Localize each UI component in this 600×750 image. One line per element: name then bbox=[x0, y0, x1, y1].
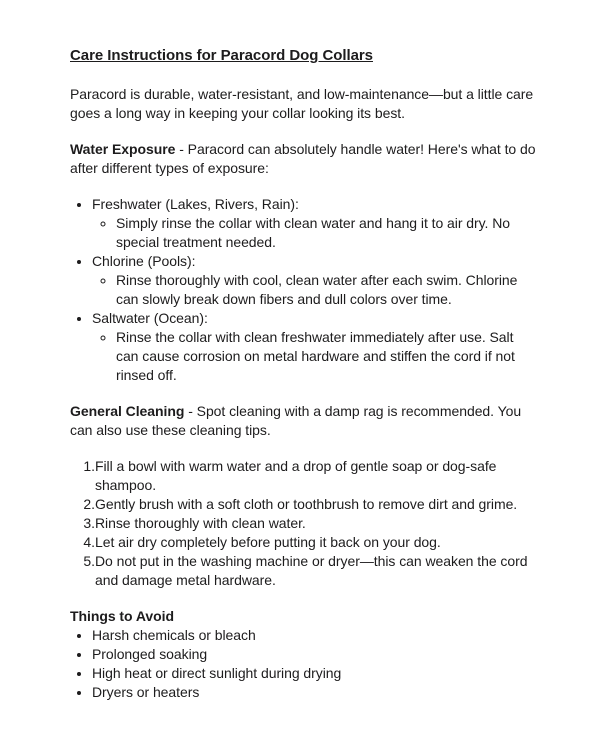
water-exposure-lead: - Paracord can absolutely handle water! Here's what to do after different types of exposure: bbox=[70, 141, 536, 176]
bullet-detail: ◦ Rinse thoroughly with cool, clean water after each swim. Chlorine can slowly break down fibers and dull colors over time. bbox=[116, 271, 538, 309]
water-exposure-list bbox=[70, 195, 538, 385]
general-cleaning-lead: - Spot cleaning with a damp rag is recommended. You can also use these cleaning tips. bbox=[70, 403, 522, 438]
cleaning-step: 4. Let air dry completely before putting it back on your dog. bbox=[95, 533, 538, 552]
cleaning-step: 5. Do not put in the washing machine or dryer—this can weaken the cord and damage metal hardware. bbox=[95, 552, 538, 590]
list-item-chlorine bbox=[92, 252, 538, 309]
avoid-item: • Prolonged soaking bbox=[92, 645, 538, 664]
things-to-avoid-paragraph bbox=[70, 607, 538, 626]
cleaning-step: 3. Rinse thoroughly with clean water. bbox=[95, 514, 538, 533]
bullet-detail: ◦ Simply rinse the collar with clean water and hang it to air dry. No special treatment needed. bbox=[116, 214, 538, 252]
avoid-item: • Harsh chemicals or bleach bbox=[92, 626, 538, 645]
things-to-avoid-heading: Things to Avoid bbox=[70, 608, 174, 624]
cleaning-steps-list bbox=[70, 457, 538, 590]
list-item-freshwater bbox=[92, 195, 538, 252]
general-cleaning-paragraph bbox=[70, 402, 538, 440]
bullet-detail: ◦ Rinse the collar with clean freshwater immediately after use. Salt can cause corrosion on metal hardware and stiffen the cord if not rinsed off. bbox=[116, 328, 538, 385]
freshwater-sub-list bbox=[92, 214, 538, 252]
avoid-item: • High heat or direct sunlight during drying bbox=[92, 664, 538, 683]
document-title: Care Instructions for Paracord Dog Collars bbox=[70, 47, 373, 64]
saltwater-sub-list bbox=[92, 328, 538, 385]
intro-paragraph: Paracord is durable, water-resistant, and low-maintenance—but a little care goes a long way in keeping your collar looking its best. bbox=[70, 86, 534, 121]
general-cleaning-heading: General Cleaning bbox=[70, 403, 185, 419]
water-exposure-paragraph bbox=[70, 140, 538, 178]
cleaning-step: 1. Fill a bowl with warm water and a drop of gentle soap or dog-safe shampoo. bbox=[95, 457, 538, 495]
avoid-item: • Dryers or heaters bbox=[92, 683, 538, 702]
cleaning-step: 2. Gently brush with a soft cloth or toothbrush to remove dirt and grime. bbox=[95, 495, 538, 514]
chlorine-sub-list bbox=[92, 271, 538, 309]
bullet-label: Saltwater (Ocean): bbox=[92, 310, 208, 326]
list-item-saltwater bbox=[92, 309, 538, 385]
things-to-avoid-list bbox=[70, 626, 538, 702]
water-exposure-heading: Water Exposure bbox=[70, 141, 176, 157]
bullet-label: Chlorine (Pools): bbox=[92, 253, 196, 269]
bullet-label: Freshwater (Lakes, Rivers, Rain): bbox=[92, 196, 299, 212]
